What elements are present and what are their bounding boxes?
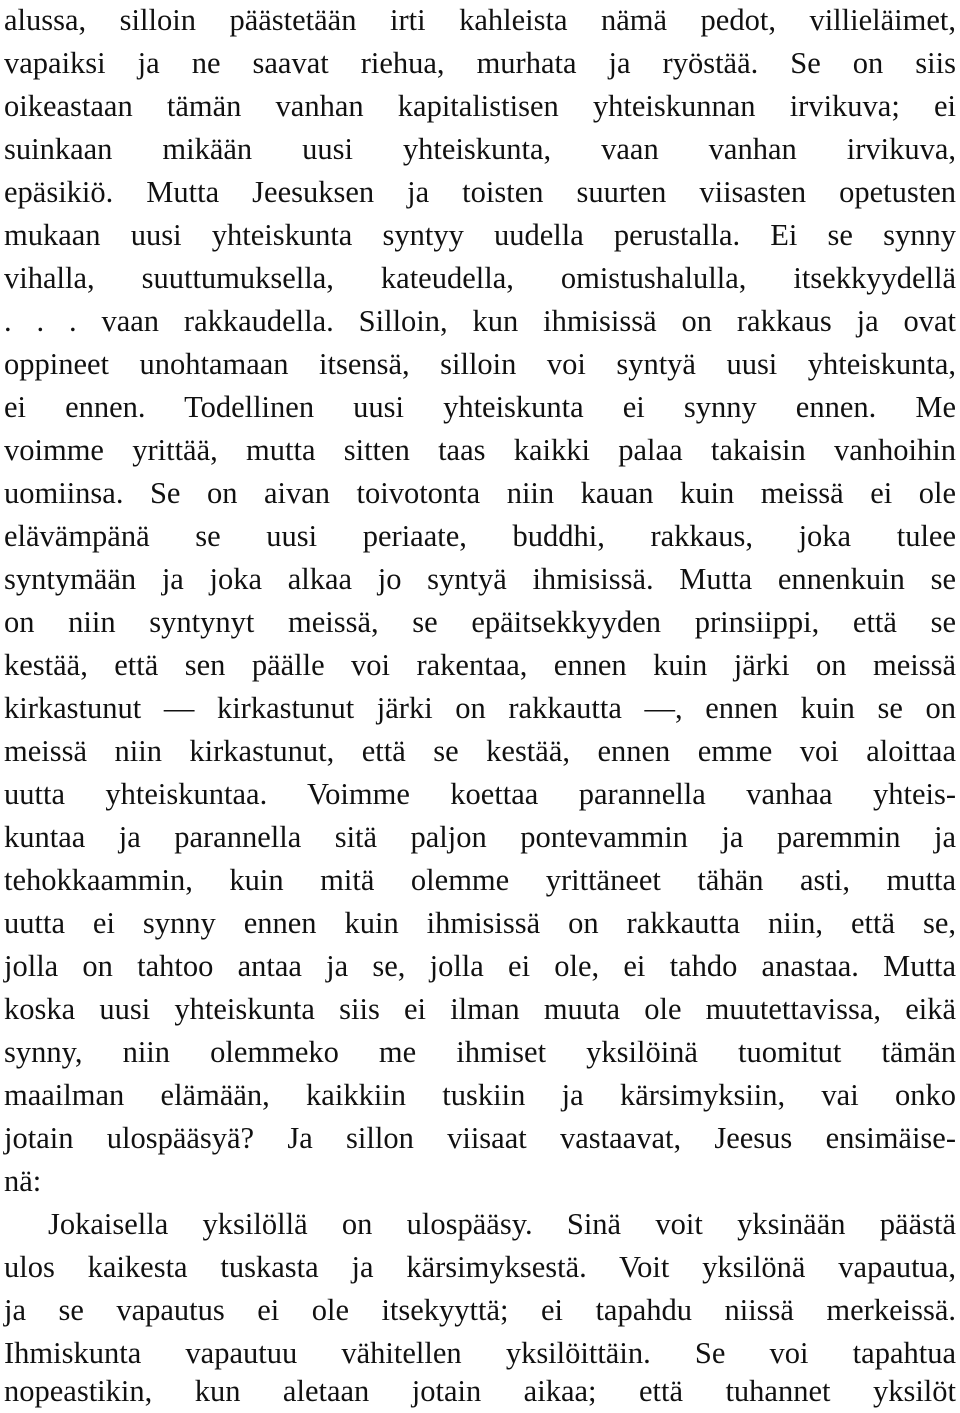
- text-line: nopeastikin, kun aletaan jotain aikaa; että tuhannet yksilöt: [4, 1374, 956, 1408]
- text-line: oikeastaan tämän vanhan kapitalistisen yhteiskunnan irvikuva; ei: [4, 89, 956, 123]
- text-line: meissä niin kirkastunut, että se kestää, ennen emme voi aloittaa: [4, 734, 956, 768]
- text-line: synny, niin olemmeko me ihmiset yksilöinä tuomitut tämän: [4, 1035, 956, 1069]
- text-line: ja se vapautus ei ole itsekyyttä; ei tapahdu niissä merkeissä.: [4, 1293, 956, 1327]
- text-line: on niin syntynyt meissä, se epäitsekkyyden prinsiippi, että se: [4, 605, 956, 639]
- text-line: Ihmiskunta vapautuu vähitellen yksilöittäin. Se voi tapahtua: [4, 1336, 956, 1370]
- text-line: ulos kaikesta tuskasta ja kärsimyksestä. Voit yksilönä vapautua,: [4, 1250, 956, 1284]
- text-line: mukaan uusi yhteiskunta syntyy uudella perustalla. Ei se synny: [4, 218, 956, 252]
- text-line: vihalla, suuttumuksella, kateudella, omistushalulla, itsekkyydellä: [4, 261, 956, 295]
- text-line: jolla on tahtoo antaa ja se, jolla ei ole, ei tahdo anastaa. Mutta: [4, 949, 956, 983]
- text-line: kirkastunut — kirkastunut järki on rakkautta —, ennen kuin se on: [4, 691, 956, 725]
- text-line: voimme yrittää, mutta sitten taas kaikki palaa takaisin vanhoihin: [4, 433, 956, 467]
- text-line: jotain ulospääsyä? Ja sillon viisaat vastaavat, Jeesus ensimäise-: [4, 1121, 956, 1155]
- text-line: uutta yhteiskuntaa. Voimme koettaa parannella vanhaa yhteis-: [4, 777, 956, 811]
- text-line: epäsikiö. Mutta Jeesuksen ja toisten suurten viisasten opetusten: [4, 175, 956, 209]
- text-line: koska uusi yhteiskunta siis ei ilman muuta ole muutettavissa, eikä: [4, 992, 956, 1026]
- text-line: suinkaan mikään uusi yhteiskunta, vaan vanhan irvikuva,: [4, 132, 956, 166]
- text-line: . . . vaan rakkaudella. Silloin, kun ihmisissä on rakkaus ja ovat: [4, 304, 956, 338]
- text-line: vapaiksi ja ne saavat riehua, murhata ja ryöstää. Se on siis: [4, 46, 956, 80]
- text-line: ei ennen. Todellinen uusi yhteiskunta ei synny ennen. Me: [4, 390, 956, 424]
- text-line: Jokaisella yksilöllä on ulospääsy. Sinä voit yksinään päästä: [48, 1207, 956, 1241]
- text-line: oppineet unohtamaan itsensä, silloin voi syntyä uusi yhteiskunta,: [4, 347, 956, 381]
- text-line: elävämpänä se uusi periaate, buddhi, rakkaus, joka tulee: [4, 519, 956, 553]
- text-line: uomiinsa. Se on aivan toivotonta niin kauan kuin meissä ei ole: [4, 476, 956, 510]
- text-line: maailman elämään, kaikkiin tuskiin ja kärsimyksiin, vai onko: [4, 1078, 956, 1112]
- text-line: kestää, että sen päälle voi rakentaa, ennen kuin järki on meissä: [4, 648, 956, 682]
- text-line: tehokkaammin, kuin mitä olemme yrittäneet tähän asti, mutta: [4, 863, 956, 897]
- text-line: nä:: [4, 1164, 42, 1198]
- text-line: kuntaa ja parannella sitä paljon pontevammin ja paremmin ja: [4, 820, 956, 854]
- text-line: alussa, silloin päästetään irti kahleista nämä pedot, villieläimet,: [4, 3, 956, 37]
- text-line: syntymään ja joka alkaa jo syntyä ihmisissä. Mutta ennenkuin se: [4, 562, 956, 596]
- text-line: uutta ei synny ennen kuin ihmisissä on rakkautta niin, että se,: [4, 906, 956, 940]
